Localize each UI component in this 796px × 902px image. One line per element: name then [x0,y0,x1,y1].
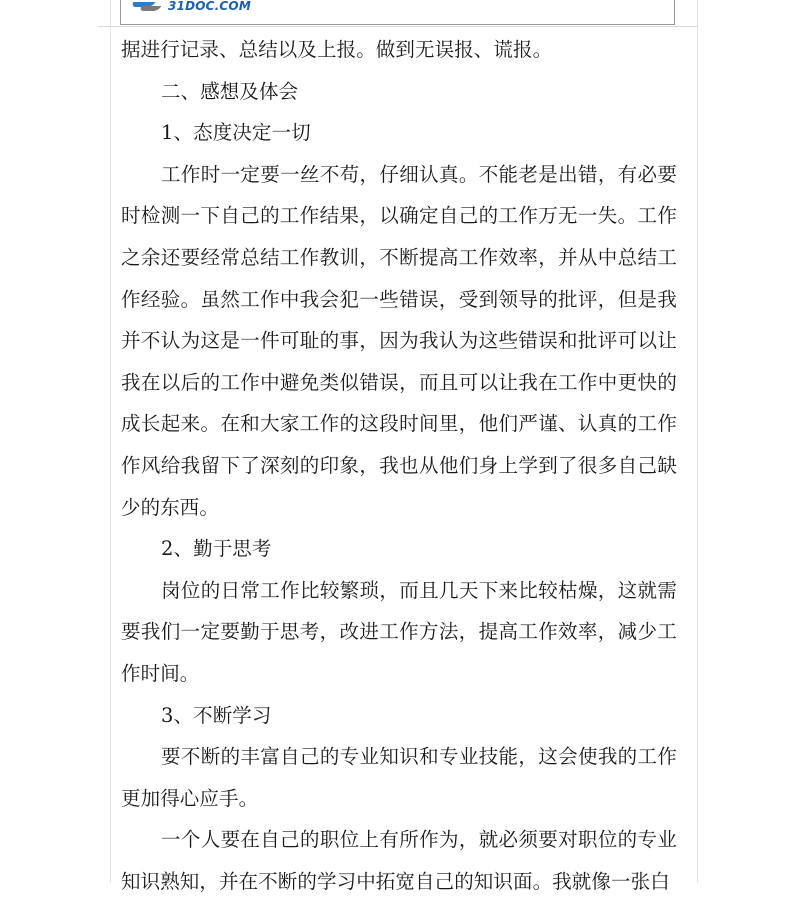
paragraph: 要不断的丰富自己的专业知识和专业技能，这会使我的工作更加得心应手。 [121,745,677,810]
paragraph: 工作时一定要一丝不苟，仔细认真。不能老是出错，有必要时检测一下自己的工作结果，以确定自己的工作万无一失。工作之余还要经常总结工作教训，不断提高工作效率，并从中总结工作经验。虽然工作中我会犯一些错误，受到领导的批评，但是我并不认为这是一件可耻的事，因为我认为这些错误和批评可以让我在以后的工作中避免类似错误，而且可以让我在工作中更快的成长起来。在和大家工作的这段时间里，他们严谨、认真的工作作风给我留下了深刻的印象，我也从他们身上学到了很多自己缺少的东西。 [121,162,677,519]
logo-text: 31DOC.COM [168,0,251,13]
logo-swoosh-icon [128,0,166,13]
subsection-heading: 3、不断学习 [161,703,272,727]
section-heading: 二、感想及体会 [161,79,299,103]
paragraph: 岗位的日常工作比较繁琐，而且几天下来比较枯燥，这就需要我们一定要勤于思考，改进工作方法，提高工作效率，减少工作时间。 [121,578,677,685]
paragraph: 一个人要在自己的职位上有所作为，就必须要对职位的专业知识熟知，并在不断的学习中拓宽自己的知识面。我就像一张白 [121,828,677,893]
document-body [121,29,677,902]
subsection-heading: 1、态度决定一切 [161,121,311,145]
header-divider [98,26,698,27]
subsection-heading: 2、勤于思考 [161,537,272,561]
paragraph: 据进行记录、总结以及上报。做到无误报、谎报。 [121,38,553,61]
site-logo [128,0,251,14]
